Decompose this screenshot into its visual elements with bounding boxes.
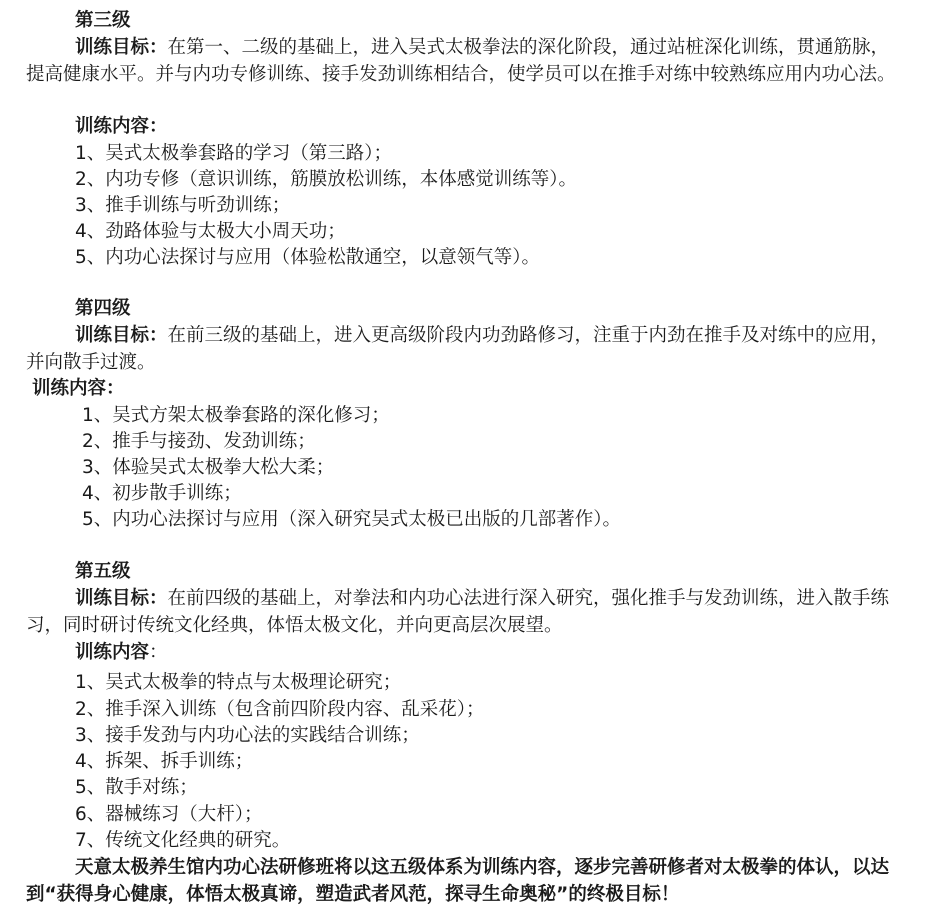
level3-heading: 第三级	[75, 10, 131, 31]
level5-item: 6、器械练习（大杆）；	[75, 804, 263, 825]
level4-goal-text: 在前三级的基础上，进入更高级阶段内功劲路修习，注重于内劲在推手及对练中的应用，并向散手过渡。	[26, 325, 890, 373]
level5-heading: 第五级	[75, 561, 131, 582]
level5-goal	[26, 586, 898, 639]
level4-goal	[26, 323, 898, 376]
level5-item: 5、散手对练；	[75, 777, 198, 798]
level4-item: 2、推手与接劲、发劲训练；	[82, 431, 316, 452]
level5-goal-label: 训练目标：	[75, 588, 168, 609]
level5-content-label	[75, 640, 168, 666]
level5-content-label-colon: ：	[149, 642, 168, 663]
level5-item: 7、传统文化经典的研究。	[75, 830, 291, 851]
level5-item: 3、接手发劲与内功心法的实践结合训练；	[75, 725, 420, 746]
level3-goal-label: 训练目标：	[75, 37, 168, 58]
level3-item: 1、吴式太极拳套路的学习（第三路）；	[75, 143, 393, 164]
level3-item: 2、内功专修（意识训练，筋膜放松训练，本体感觉训练等）。	[75, 169, 578, 190]
level5-content-label-text: 训练内容	[75, 642, 150, 663]
level3-goal-text: 在第一、二级的基础上，进入吴式太极拳法的深化阶段，通过站桩深化训练，贯通筋脉，提高健康水平。并与内功专修训练、接手发劲训练相结合，使学员可以在推手对练中较熟练应用内功心法。	[26, 37, 896, 85]
level5-item: 1、吴式太极拳的特点与太极理论研究；	[75, 672, 402, 693]
level3-item: 3、推手训练与听劲训练；	[75, 195, 291, 216]
level3-item: 5、内功心法探讨与应用（体验松散通空，以意领气等）。	[75, 247, 541, 268]
level4-item: 5、内功心法探讨与应用（深入研究吴式太极已出版的几部著作）。	[82, 509, 622, 530]
level4-content-label: 训练内容：	[32, 378, 125, 399]
level4-item: 4、初步散手训练；	[82, 483, 242, 504]
level4-heading: 第四级	[75, 298, 131, 319]
level4-item: 3、体验吴式太极拳大松大柔；	[82, 457, 335, 478]
level3-goal	[26, 35, 898, 88]
level4-goal-label: 训练目标：	[75, 325, 168, 346]
level3-content-label: 训练内容：	[75, 116, 168, 137]
level4-item: 1、吴式方架太极拳套路的深化修习；	[82, 405, 390, 426]
level3-item: 4、劲路体验与太极大小周天功；	[75, 221, 346, 242]
level5-item: 2、推手深入训练（包含前四阶段内容、乱采花）；	[75, 699, 485, 720]
level5-goal-text: 在前四级的基础上，对拳法和内功心法进行深入研究，强化推手与发劲训练，进入散手练习，同时研讨传统文化经典，体悟太极文化，并向更高层次展望。	[26, 588, 890, 636]
conclusion-paragraph: 天意太极养生馆内功心法研修班将以这五级体系为训练内容，逐步完善研修者对太极拳的体认，以达到“获得身心健康，体悟太极真谛，塑造武者风范，探寻生命奥秘”的终极目标！	[26, 857, 890, 905]
level5-item: 4、拆架、拆手训练；	[75, 751, 254, 772]
